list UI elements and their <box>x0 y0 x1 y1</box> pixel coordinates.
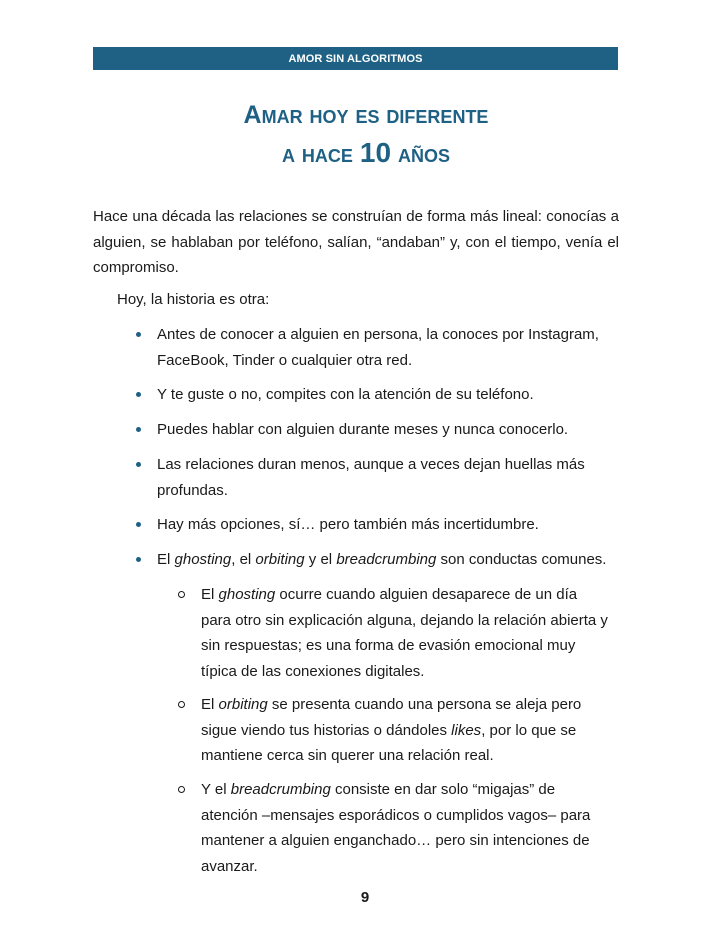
chapter-title <box>93 96 639 173</box>
circle-bullet-icon <box>178 591 185 598</box>
running-header <box>93 47 618 70</box>
bullet-icon <box>136 522 141 527</box>
bullet-icon <box>136 392 141 397</box>
page-number: 9 <box>360 889 370 906</box>
chapter-title-line-2: a hace 10 años <box>281 137 450 168</box>
bullet-icon <box>136 462 141 467</box>
bullet-icon <box>136 557 141 562</box>
bullet-icon <box>136 332 141 337</box>
bullet-icon <box>136 427 141 432</box>
lead-paragraph: Hoy, la historia es otra: <box>117 291 270 308</box>
intro-paragraph: Hace una década las relaciones se construían de forma más lineal: conocías a alguien, se hablaban por teléfono, salían, “andaban” y, con el tiempo, venía el compromiso. <box>93 208 619 276</box>
chapter-title-line-1: Amar hoy es diferente <box>243 101 489 129</box>
running-header-title: AMOR SIN ALGORITMOS <box>288 52 423 65</box>
circle-bullet-icon <box>178 786 185 793</box>
circle-bullet-icon <box>178 701 185 708</box>
